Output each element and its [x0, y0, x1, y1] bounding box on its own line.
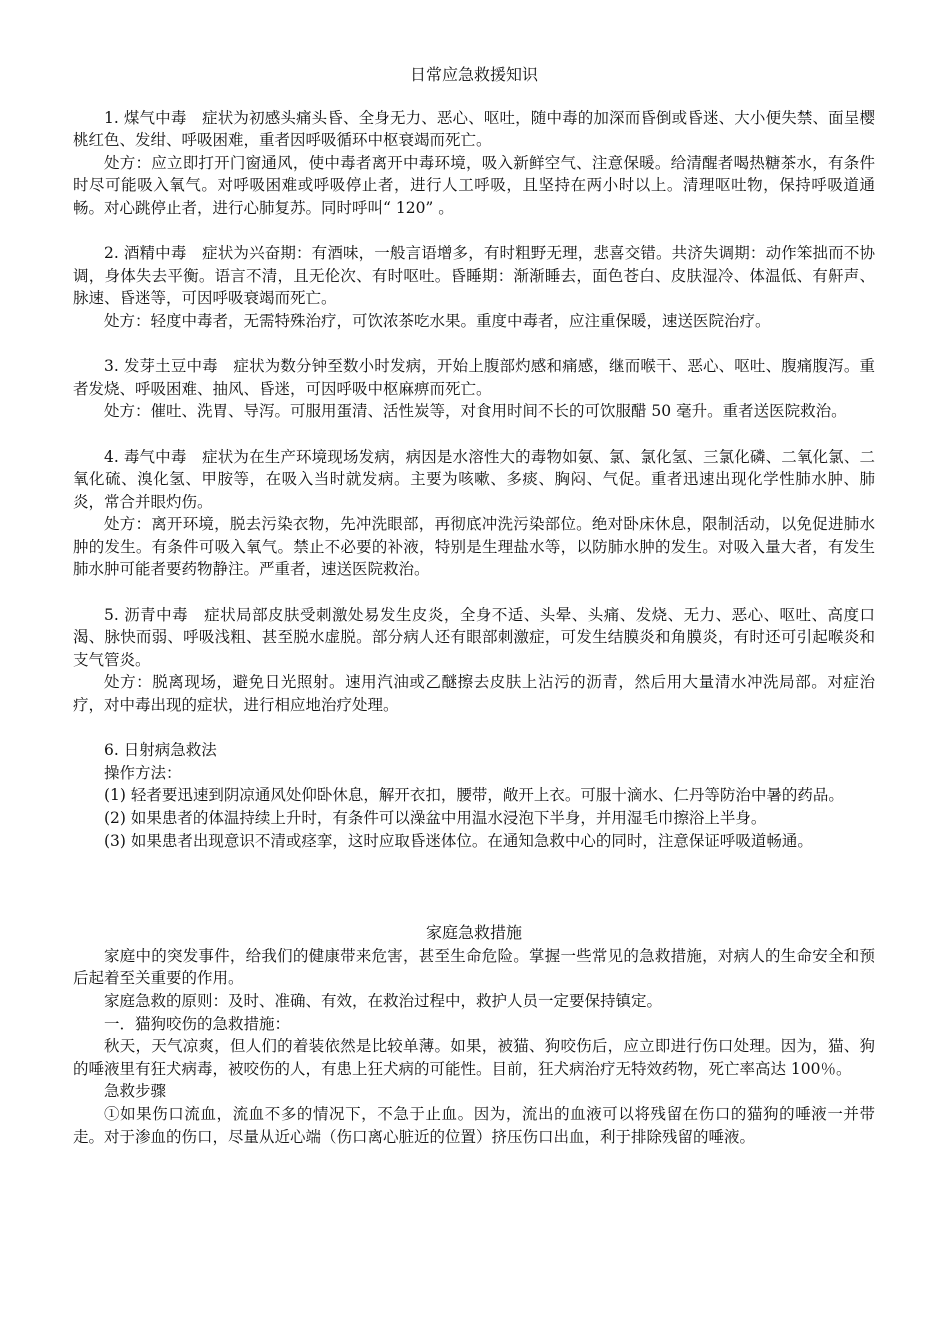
section-treatment: 处方：轻度中毒者，无需特殊治疗，可饮浓茶吃水果。重度中毒者，应注重保暖，速送医院治疗。	[104, 311, 771, 330]
paragraph: 家庭中的突发事件，给我们的健康带来危害，甚至生命危险。掌握一些常见的急救措施，对病人的生命安全和预后起着至关重要的作用。	[73, 946, 875, 988]
section-symptom: 1. 煤气中毒 症状为初感头痛头昏、全身无力、恶心、呕吐，随中毒的加深而昏倒或昏迷、大小便失禁、面呈樱桃红色、发绀、呼吸困难，重者因呼吸循环中枢衰竭而死亡。	[73, 108, 875, 150]
paragraph: 急救步骤	[104, 1082, 167, 1101]
section-symptom: 5. 沥青中毒 症状局部皮肤受刺激处易发生皮炎，全身不适、头晕、头痛、发烧、无力、恶心、呕吐、高度口渴、脉快而弱、呼吸浅粗、甚至脱水虚脱。部分病人还有眼部刺激症，可发生结膜炎和角膜炎，有时还可引起喉炎和支气管炎。	[73, 605, 875, 669]
document-page	[73, 64, 875, 1148]
method-step: (3) 如果患者出现意识不清或痉挛，这时应取昏迷体位。在通知急救中心的同时，注意保证呼吸道畅通。	[104, 831, 813, 850]
document-title: 日常应急救援知识	[409, 65, 538, 84]
section-alcohol-poisoning	[73, 242, 875, 332]
paragraph: ①如果伤口流血，流血不多的情况下，不急于止血。因为，流出的血液可以将残留在伤口的猫狗的唾液一并带走。对于渗血的伤口，尽量从近心端（伤口离心脏近的位置）挤压伤口出血，利于排除残留的唾液。	[73, 1104, 875, 1146]
paragraph: 一．猫狗咬伤的急救措施：	[104, 1014, 291, 1033]
method-label: 操作方法：	[104, 763, 182, 782]
section-gas-poisoning	[73, 107, 875, 220]
section-treatment: 处方：应立即打开门窗通风，使中毒者离开中毒环境，吸入新鲜空气、注意保暖。给清醒者喝热糖茶水，有条件时尽可能吸入氧气。对呼吸困难或呼吸停止者，进行人工呼吸，且坚持在两小时以上。清理呕吐物，保持呼吸道通畅。对心跳停止者，进行心肺复苏。同时呼叫“ 120” 。	[73, 153, 875, 217]
section-heading: 6. 日射病急救法	[104, 741, 217, 760]
family-first-aid-title: 家庭急救措施	[425, 923, 522, 943]
section-treatment: 处方：离开环境，脱去污染衣物，先冲洗眼部，再彻底冲洗污染部位。绝对卧床休息，限制活动，以免促进肺水肿的发生。有条件可吸入氧气。禁止不必要的补液，特别是生理盐水等，以防肺水肿的发生。对吸入量大者，有发生肺水肿可能者要药物静注。严重者，速送医院救治。	[73, 515, 875, 579]
paragraph: 家庭急救的原则：及时、准确、有效，在救治过程中，救护人员一定要保持镇定。	[104, 991, 663, 1010]
section-symptom: 4. 毒气中毒 症状为在生产环境现场发病，病因是水溶性大的毒物如氨、氯、氯化氢、三氯化磷、二氧化氯、二氧化硫、溴化氢、甲胺等，在吸入当时就发病。主要为咳嗽、多痰、胸闷、气促。重者迅速出现化学性肺水肿、肺炎，常合并眼灼伤。	[73, 447, 875, 511]
paragraph: 秋天，天气凉爽，但人们的着装依然是比较单薄。如果，被猫、狗咬伤后，应立即进行伤口处理。因为，猫、狗的唾液里有狂犬病毒，被咬伤的人，有患上狂犬病的可能性。目前，狂犬病治疗无特效药物，死亡率高达 100％。	[73, 1037, 875, 1078]
section-symptom: 2. 酒精中毒 症状为兴奋期：有酒味，一般言语增多，有时粗野无理，悲喜交错。共济失调期：动作笨拙而不协调，身体失去平衡。语言不清，且无伦次、有时呕吐。昏睡期：渐渐睡去，面色苍白、皮肤湿冷、体温低、有鼾声、脉速、昏迷等，可因呼吸衰竭而死亡。	[73, 244, 875, 308]
section-asphalt-poisoning	[73, 604, 875, 717]
section-toxic-gas-poisoning	[73, 446, 875, 582]
section-symptom: 3. 发芽土豆中毒 症状为数分钟至数小时发病，开始上腹部灼感和痛感，继而喉干、恶心、呕吐、腹痛腹泻。重者发烧、呼吸困难、抽风、昏迷，可因呼吸中枢麻痹而死亡。	[73, 357, 875, 398]
method-step: (2) 如果患者的体温持续上升时，有条件可以澡盆中用温水浸泡下半身，并用湿毛巾擦浴上半身。	[104, 809, 767, 827]
section-sunstroke	[73, 739, 875, 852]
section-treatment: 处方：催吐、洗胃、导泻。可服用蛋清、活性炭等，对食用时间不长的可饮服醋 50 毫升。重者送医院救治。	[104, 402, 847, 421]
method-step: (1) 轻者要迅速到阴凉通风处仰卧休息，解开衣扣，腰带，敞开上衣。可服十滴水、仁丹等防治中暑的药品。	[104, 786, 844, 805]
family-first-aid-body	[73, 945, 875, 1148]
section-treatment: 处方：脱离现场，避免日光照射。速用汽油或乙醚擦去皮肤上沾污的沥青，然后用大量清水冲洗局部。对症治疗，对中毒出现的症状，进行相应地治疗处理。	[73, 673, 875, 715]
section-potato-poisoning	[73, 355, 875, 423]
